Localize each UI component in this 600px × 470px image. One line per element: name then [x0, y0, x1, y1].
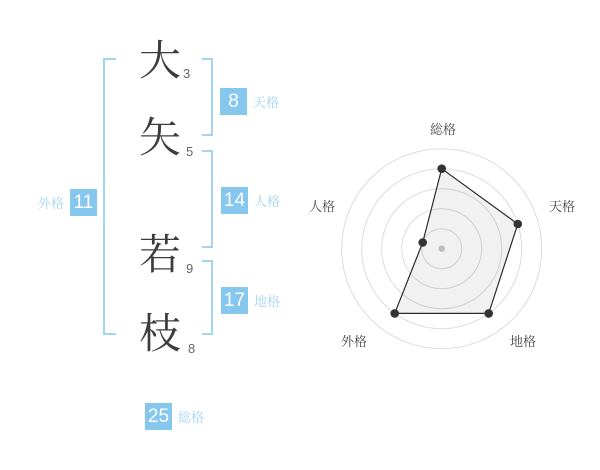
radar-data-polygon: [395, 169, 518, 314]
stroke-count-2: 5: [186, 144, 194, 159]
radar-axis-label: 人格: [308, 199, 336, 214]
givenname-char-1: 若: [138, 231, 181, 278]
stroke-count-4: 8: [188, 341, 196, 356]
soukaku-value-box: 25: [145, 403, 172, 430]
jinkaku-score: [221, 187, 280, 214]
chikaku-score: [221, 287, 280, 314]
gaikaku-score: [38, 189, 97, 216]
radar-data-point: [437, 164, 446, 173]
soukaku-score: [145, 403, 204, 430]
gaikaku-value-box: 11: [70, 189, 97, 216]
stroke-count-1: 3: [183, 66, 191, 81]
jinkaku-label: 人格: [254, 194, 281, 209]
radar-axis-label: 地格: [509, 334, 537, 349]
radar-data-point: [418, 238, 427, 247]
radar-axis-label: 外格: [340, 334, 368, 349]
stroke-count-3: 9: [186, 261, 194, 276]
gaikaku-bracket: [103, 58, 116, 335]
givenname-char-2: 枝: [138, 310, 181, 357]
radar-data-point: [390, 309, 399, 318]
radar-axis-label: 総格: [429, 122, 457, 137]
chikaku-bracket: [202, 260, 213, 335]
radar-chart-svg: [300, 106, 582, 390]
jinkaku-value-box: 14: [221, 187, 248, 214]
radar-data-point: [514, 220, 523, 229]
tenkaku-bracket: [202, 58, 213, 136]
surname-char-2: 矢: [138, 114, 181, 161]
radar-chart: [300, 106, 582, 390]
gaikaku-label: 外格: [38, 196, 65, 211]
surname-char-1: 大: [138, 37, 181, 84]
chikaku-value-box: 17: [221, 287, 248, 314]
soukaku-label: 総格: [178, 410, 205, 425]
chikaku-label: 地格: [254, 294, 281, 309]
tenkaku-label: 天格: [253, 95, 280, 110]
radar-axis-label: 天格: [548, 199, 576, 214]
radar-data-point: [484, 309, 493, 318]
tenkaku-score: [220, 88, 279, 115]
jinkaku-bracket: [202, 150, 213, 248]
tenkaku-value-box: 8: [220, 88, 247, 115]
